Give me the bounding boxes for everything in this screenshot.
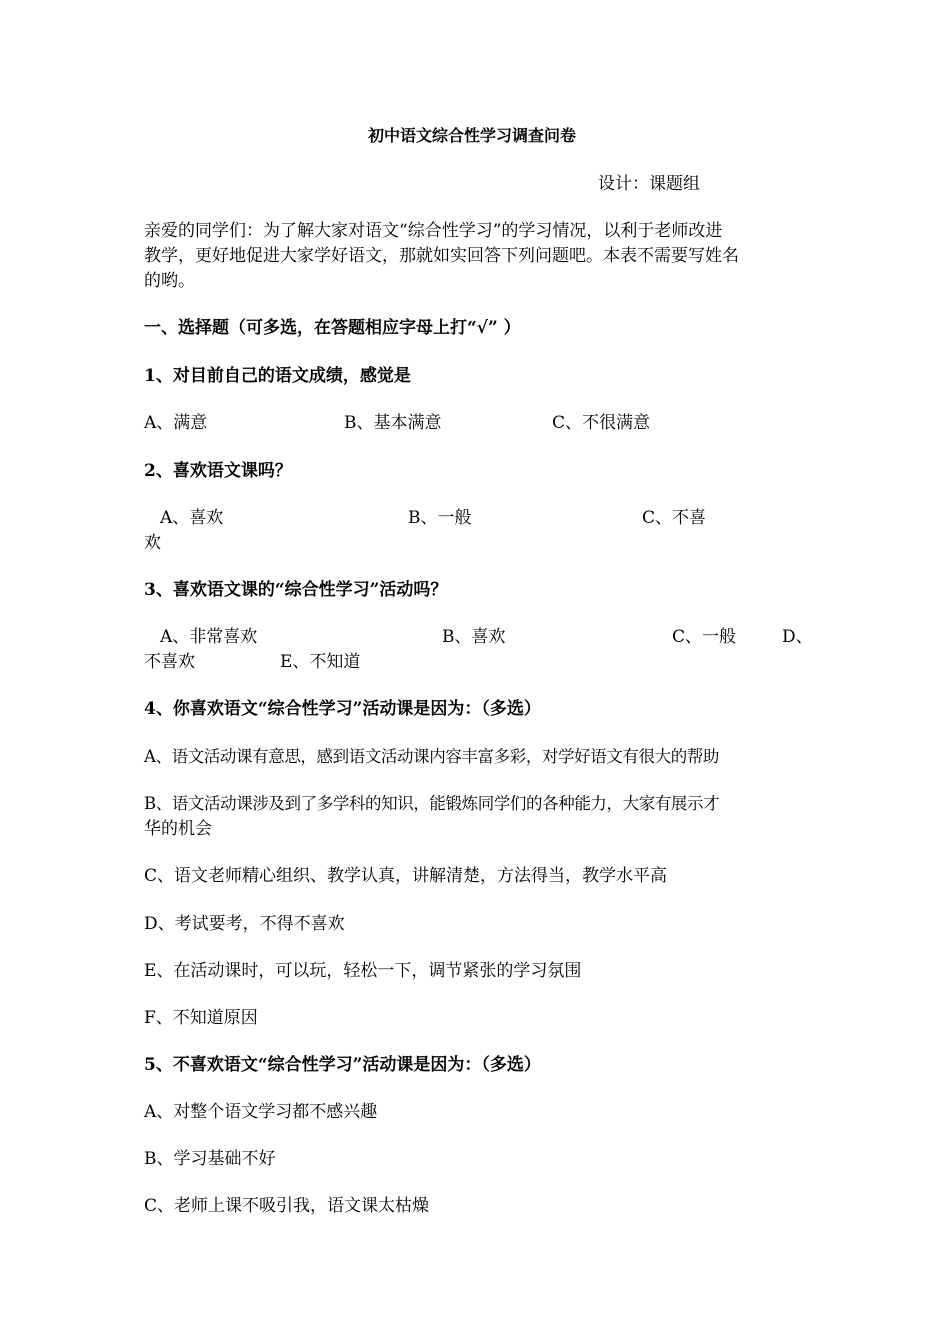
intro-line-3: 的哟。 xyxy=(144,271,195,291)
q4-option-e: E、在活动课时，可以玩，轻松一下，调节紧张的学习氛围 xyxy=(144,961,582,981)
q3-option-c: C、一般 xyxy=(672,627,737,647)
q3-option-e: E、不知道 xyxy=(280,652,361,672)
q2-option-a: A、喜欢 xyxy=(160,508,224,528)
q5-option-a: A、对整个语文学习都不感兴趣 xyxy=(144,1102,378,1122)
question-1: 1、对目前自己的语文成绩，感觉是 xyxy=(144,366,411,386)
q4-option-a: A、语文活动课有意思，感到语文活动课内容丰富多彩，对学好语文有很大的帮助 xyxy=(144,747,720,766)
q1-option-a: A、满意 xyxy=(144,413,208,433)
q2-option-c: C、不喜 xyxy=(642,508,707,528)
question-4: 4、你喜欢语文“综合性学习”活动课是因为：（多选） xyxy=(144,699,541,719)
q3-option-d-wrap: 不喜欢 xyxy=(144,652,195,672)
q3-option-b: B、喜欢 xyxy=(442,627,506,647)
designer-credit: 设计：课题组 xyxy=(598,174,700,194)
q1-option-c: C、不很满意 xyxy=(552,413,651,433)
q3-option-d: D、 xyxy=(782,627,813,647)
intro-line-1: 亲爱的同学们：为了解大家对语文“综合性学习”的学习情况，以利于老师改进 xyxy=(144,221,723,241)
q4-option-c: C、语文老师精心组织、教学认真，讲解清楚，方法得当，教学水平高 xyxy=(144,866,668,886)
section-heading-choice: 一、选择题（可多选，在答题相应字母上打“√” ） xyxy=(144,318,521,338)
document-title: 初中语文综合性学习调查问卷 xyxy=(368,126,577,145)
q4-option-f: F、不知道原因 xyxy=(144,1008,258,1028)
q4-option-b: B、语文活动课涉及到了多学科的知识，能锻炼同学们的各种能力，大家有展示才 xyxy=(144,794,720,813)
q2-option-b: B、一般 xyxy=(408,508,472,528)
q4-option-b-wrap: 华的机会 xyxy=(144,819,212,839)
question-2: 2、喜欢语文课吗？ xyxy=(144,461,292,481)
q1-option-b: B、基本满意 xyxy=(344,413,442,433)
q5-option-b: B、学习基础不好 xyxy=(144,1149,276,1169)
q5-option-c: C、老师上课不吸引我，语文课太枯燥 xyxy=(144,1196,430,1216)
q2-option-c-wrap: 欢 xyxy=(144,533,161,553)
intro-line-2: 教学，更好地促进大家学好语文，那就如实回答下列问题吧。本表不需要写姓名 xyxy=(144,246,739,266)
question-3: 3、喜欢语文课的“综合性学习”活动吗？ xyxy=(144,580,448,600)
q3-option-a: A、非常喜欢 xyxy=(160,627,258,647)
q4-option-d: D、考试要考，不得不喜欢 xyxy=(144,914,345,934)
question-5: 5、不喜欢语文“综合性学习”活动课是因为：（多选） xyxy=(144,1055,541,1075)
